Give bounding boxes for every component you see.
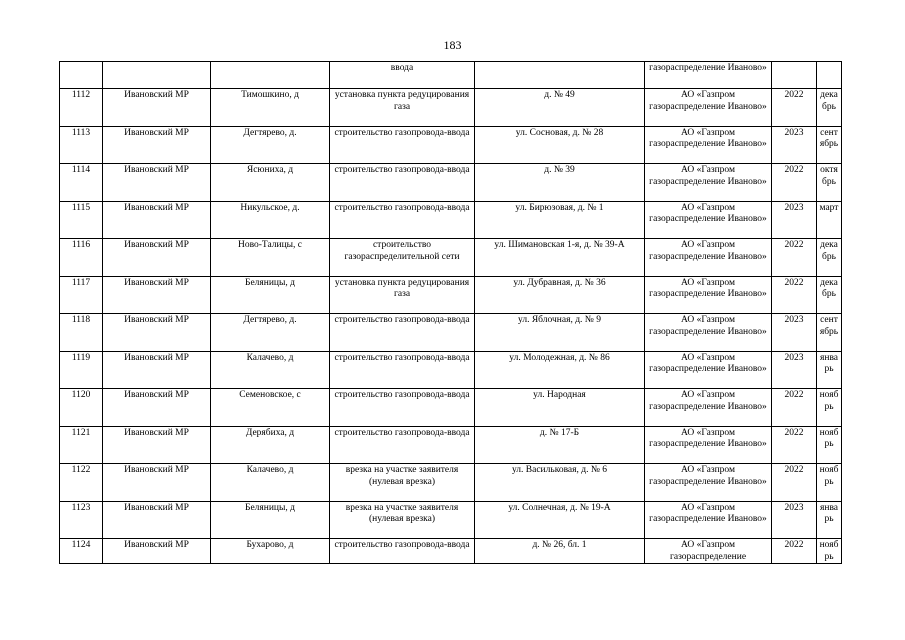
cell-month: ноябрь bbox=[817, 389, 842, 427]
gasification-table bbox=[59, 61, 842, 564]
cell-work: установка пункта редуцирования газа bbox=[330, 276, 475, 314]
cell-settlement: Никульское, д. bbox=[211, 201, 330, 239]
cell-year: 2023 bbox=[772, 314, 817, 352]
cell-address: д. № 17-Б bbox=[475, 426, 645, 464]
table-row bbox=[60, 426, 842, 464]
cell-org: АО «Газпром газораспределение Иваново» bbox=[645, 351, 772, 389]
table-row bbox=[60, 164, 842, 202]
cell-num: 1113 bbox=[60, 126, 103, 164]
cell-settlement: Бухарово, д bbox=[211, 539, 330, 564]
cell-address: ул. Шимановская 1-я, д. № 39-А bbox=[475, 239, 645, 277]
cell-district: Ивановский МР bbox=[103, 501, 211, 539]
cell-address bbox=[475, 62, 645, 89]
cell-year: 2023 bbox=[772, 201, 817, 239]
cell-num: 1119 bbox=[60, 351, 103, 389]
cell-num: 1116 bbox=[60, 239, 103, 277]
cell-district: Ивановский МР bbox=[103, 426, 211, 464]
cell-work: строительство газопровода-ввода bbox=[330, 389, 475, 427]
cell-address: ул. Солнечная, д. № 19-А bbox=[475, 501, 645, 539]
cell-address: ул. Васильковая, д. № 6 bbox=[475, 464, 645, 502]
table-row bbox=[60, 89, 842, 127]
cell-address: д. № 26, бл. 1 bbox=[475, 539, 645, 564]
cell-work: строительство газопровода-ввода bbox=[330, 126, 475, 164]
cell-district: Ивановский МР bbox=[103, 201, 211, 239]
cell-settlement bbox=[211, 62, 330, 89]
cell-year: 2022 bbox=[772, 89, 817, 127]
table-row-carry-over bbox=[60, 62, 842, 89]
cell-num: 1115 bbox=[60, 201, 103, 239]
cell-year: 2022 bbox=[772, 276, 817, 314]
cell-work: строительство газораспределительной сети bbox=[330, 239, 475, 277]
cell-address: ул. Народная bbox=[475, 389, 645, 427]
table-row bbox=[60, 314, 842, 352]
cell-district: Ивановский МР bbox=[103, 126, 211, 164]
cell-org: газораспределение Иваново» bbox=[645, 62, 772, 89]
cell-district: Ивановский МР bbox=[103, 314, 211, 352]
cell-work: строительство газопровода-ввода bbox=[330, 539, 475, 564]
cell-work: строительство газопровода-ввода bbox=[330, 164, 475, 202]
cell-settlement: Беляницы, д bbox=[211, 276, 330, 314]
cell-num: 1118 bbox=[60, 314, 103, 352]
cell-num: 1122 bbox=[60, 464, 103, 502]
cell-year: 2023 bbox=[772, 351, 817, 389]
cell-month: ноябрь bbox=[817, 539, 842, 564]
cell-org: АО «Газпром газораспределение Иваново» bbox=[645, 276, 772, 314]
table-row bbox=[60, 239, 842, 277]
cell-work: врезка на участке заявителя (нулевая врезка) bbox=[330, 501, 475, 539]
table-row bbox=[60, 464, 842, 502]
cell-num: 1123 bbox=[60, 501, 103, 539]
cell-work: строительство газопровода-ввода bbox=[330, 201, 475, 239]
cell-address: д. № 49 bbox=[475, 89, 645, 127]
cell-month: декабрь bbox=[817, 276, 842, 314]
cell-address: ул. Дубравная, д. № 36 bbox=[475, 276, 645, 314]
cell-month: декабрь bbox=[817, 239, 842, 277]
cell-month: декабрь bbox=[817, 89, 842, 127]
cell-address: д. № 39 bbox=[475, 164, 645, 202]
table-row bbox=[60, 276, 842, 314]
cell-num: 1114 bbox=[60, 164, 103, 202]
cell-district: Ивановский МР bbox=[103, 389, 211, 427]
cell-year: 2022 bbox=[772, 389, 817, 427]
cell-org: АО «Газпром газораспределение Иваново» bbox=[645, 89, 772, 127]
cell-district: Ивановский МР bbox=[103, 276, 211, 314]
cell-num: 1124 bbox=[60, 539, 103, 564]
cell-year: 2023 bbox=[772, 501, 817, 539]
cell-settlement: Калачево, д bbox=[211, 464, 330, 502]
page-number: 183 bbox=[443, 38, 462, 52]
table-row bbox=[60, 201, 842, 239]
cell-month: январь bbox=[817, 501, 842, 539]
cell-year: 2022 bbox=[772, 539, 817, 564]
cell-address: ул. Сосновая, д. № 28 bbox=[475, 126, 645, 164]
cell-year: 2022 bbox=[772, 239, 817, 277]
cell-org: АО «Газпром газораспределение bbox=[645, 539, 772, 564]
cell-month: ноябрь bbox=[817, 426, 842, 464]
cell-settlement: Ясюниха, д bbox=[211, 164, 330, 202]
cell-year: 2022 bbox=[772, 164, 817, 202]
cell-work: ввода bbox=[330, 62, 475, 89]
cell-address: ул. Яблочная, д. № 9 bbox=[475, 314, 645, 352]
cell-district: Ивановский МР bbox=[103, 351, 211, 389]
cell-year bbox=[772, 62, 817, 89]
table-row bbox=[60, 351, 842, 389]
table-row bbox=[60, 501, 842, 539]
cell-district: Ивановский МР bbox=[103, 539, 211, 564]
cell-org: АО «Газпром газораспределение Иваново» bbox=[645, 314, 772, 352]
cell-org: АО «Газпром газораспределение Иваново» bbox=[645, 126, 772, 164]
cell-settlement: Беляницы, д bbox=[211, 501, 330, 539]
cell-month: сентябрь bbox=[817, 126, 842, 164]
table-row bbox=[60, 389, 842, 427]
cell-month bbox=[817, 62, 842, 89]
table-row bbox=[60, 539, 842, 564]
cell-num bbox=[60, 62, 103, 89]
cell-work: строительство газопровода-ввода bbox=[330, 314, 475, 352]
table-row bbox=[60, 126, 842, 164]
cell-work: строительство газопровода-ввода bbox=[330, 426, 475, 464]
cell-num: 1112 bbox=[60, 89, 103, 127]
cell-year: 2022 bbox=[772, 464, 817, 502]
cell-settlement: Тимошкино, д bbox=[211, 89, 330, 127]
cell-district bbox=[103, 62, 211, 89]
cell-num: 1120 bbox=[60, 389, 103, 427]
cell-month: сентябрь bbox=[817, 314, 842, 352]
cell-year: 2022 bbox=[772, 426, 817, 464]
cell-settlement: Ново-Талицы, с bbox=[211, 239, 330, 277]
cell-month: октябрь bbox=[817, 164, 842, 202]
cell-district: Ивановский МР bbox=[103, 464, 211, 502]
cell-org: АО «Газпром газораспределение Иваново» bbox=[645, 239, 772, 277]
cell-settlement: Дерябиха, д bbox=[211, 426, 330, 464]
cell-num: 1117 bbox=[60, 276, 103, 314]
cell-settlement: Дегтярево, д. bbox=[211, 126, 330, 164]
cell-org: АО «Газпром газораспределение Иваново» bbox=[645, 501, 772, 539]
cell-year: 2023 bbox=[772, 126, 817, 164]
cell-work: врезка на участке заявителя (нулевая врезка) bbox=[330, 464, 475, 502]
cell-district: Ивановский МР bbox=[103, 239, 211, 277]
cell-district: Ивановский МР bbox=[103, 89, 211, 127]
cell-month: январь bbox=[817, 351, 842, 389]
cell-work: установка пункта редуцирования газа bbox=[330, 89, 475, 127]
cell-district: Ивановский МР bbox=[103, 164, 211, 202]
cell-org: АО «Газпром газораспределение Иваново» bbox=[645, 201, 772, 239]
cell-month: ноябрь bbox=[817, 464, 842, 502]
cell-settlement: Семеновское, с bbox=[211, 389, 330, 427]
cell-org: АО «Газпром газораспределение Иваново» bbox=[645, 426, 772, 464]
cell-org: АО «Газпром газораспределение Иваново» bbox=[645, 464, 772, 502]
cell-month: март bbox=[817, 201, 842, 239]
cell-num: 1121 bbox=[60, 426, 103, 464]
cell-settlement: Дегтярево, д. bbox=[211, 314, 330, 352]
cell-org: АО «Газпром газораспределение Иваново» bbox=[645, 389, 772, 427]
cell-settlement: Калачево, д bbox=[211, 351, 330, 389]
cell-work: строительство газопровода-ввода bbox=[330, 351, 475, 389]
cell-org: АО «Газпром газораспределение Иваново» bbox=[645, 164, 772, 202]
cell-address: ул. Молодежная, д. № 86 bbox=[475, 351, 645, 389]
cell-address: ул. Бирюзовая, д. № 1 bbox=[475, 201, 645, 239]
